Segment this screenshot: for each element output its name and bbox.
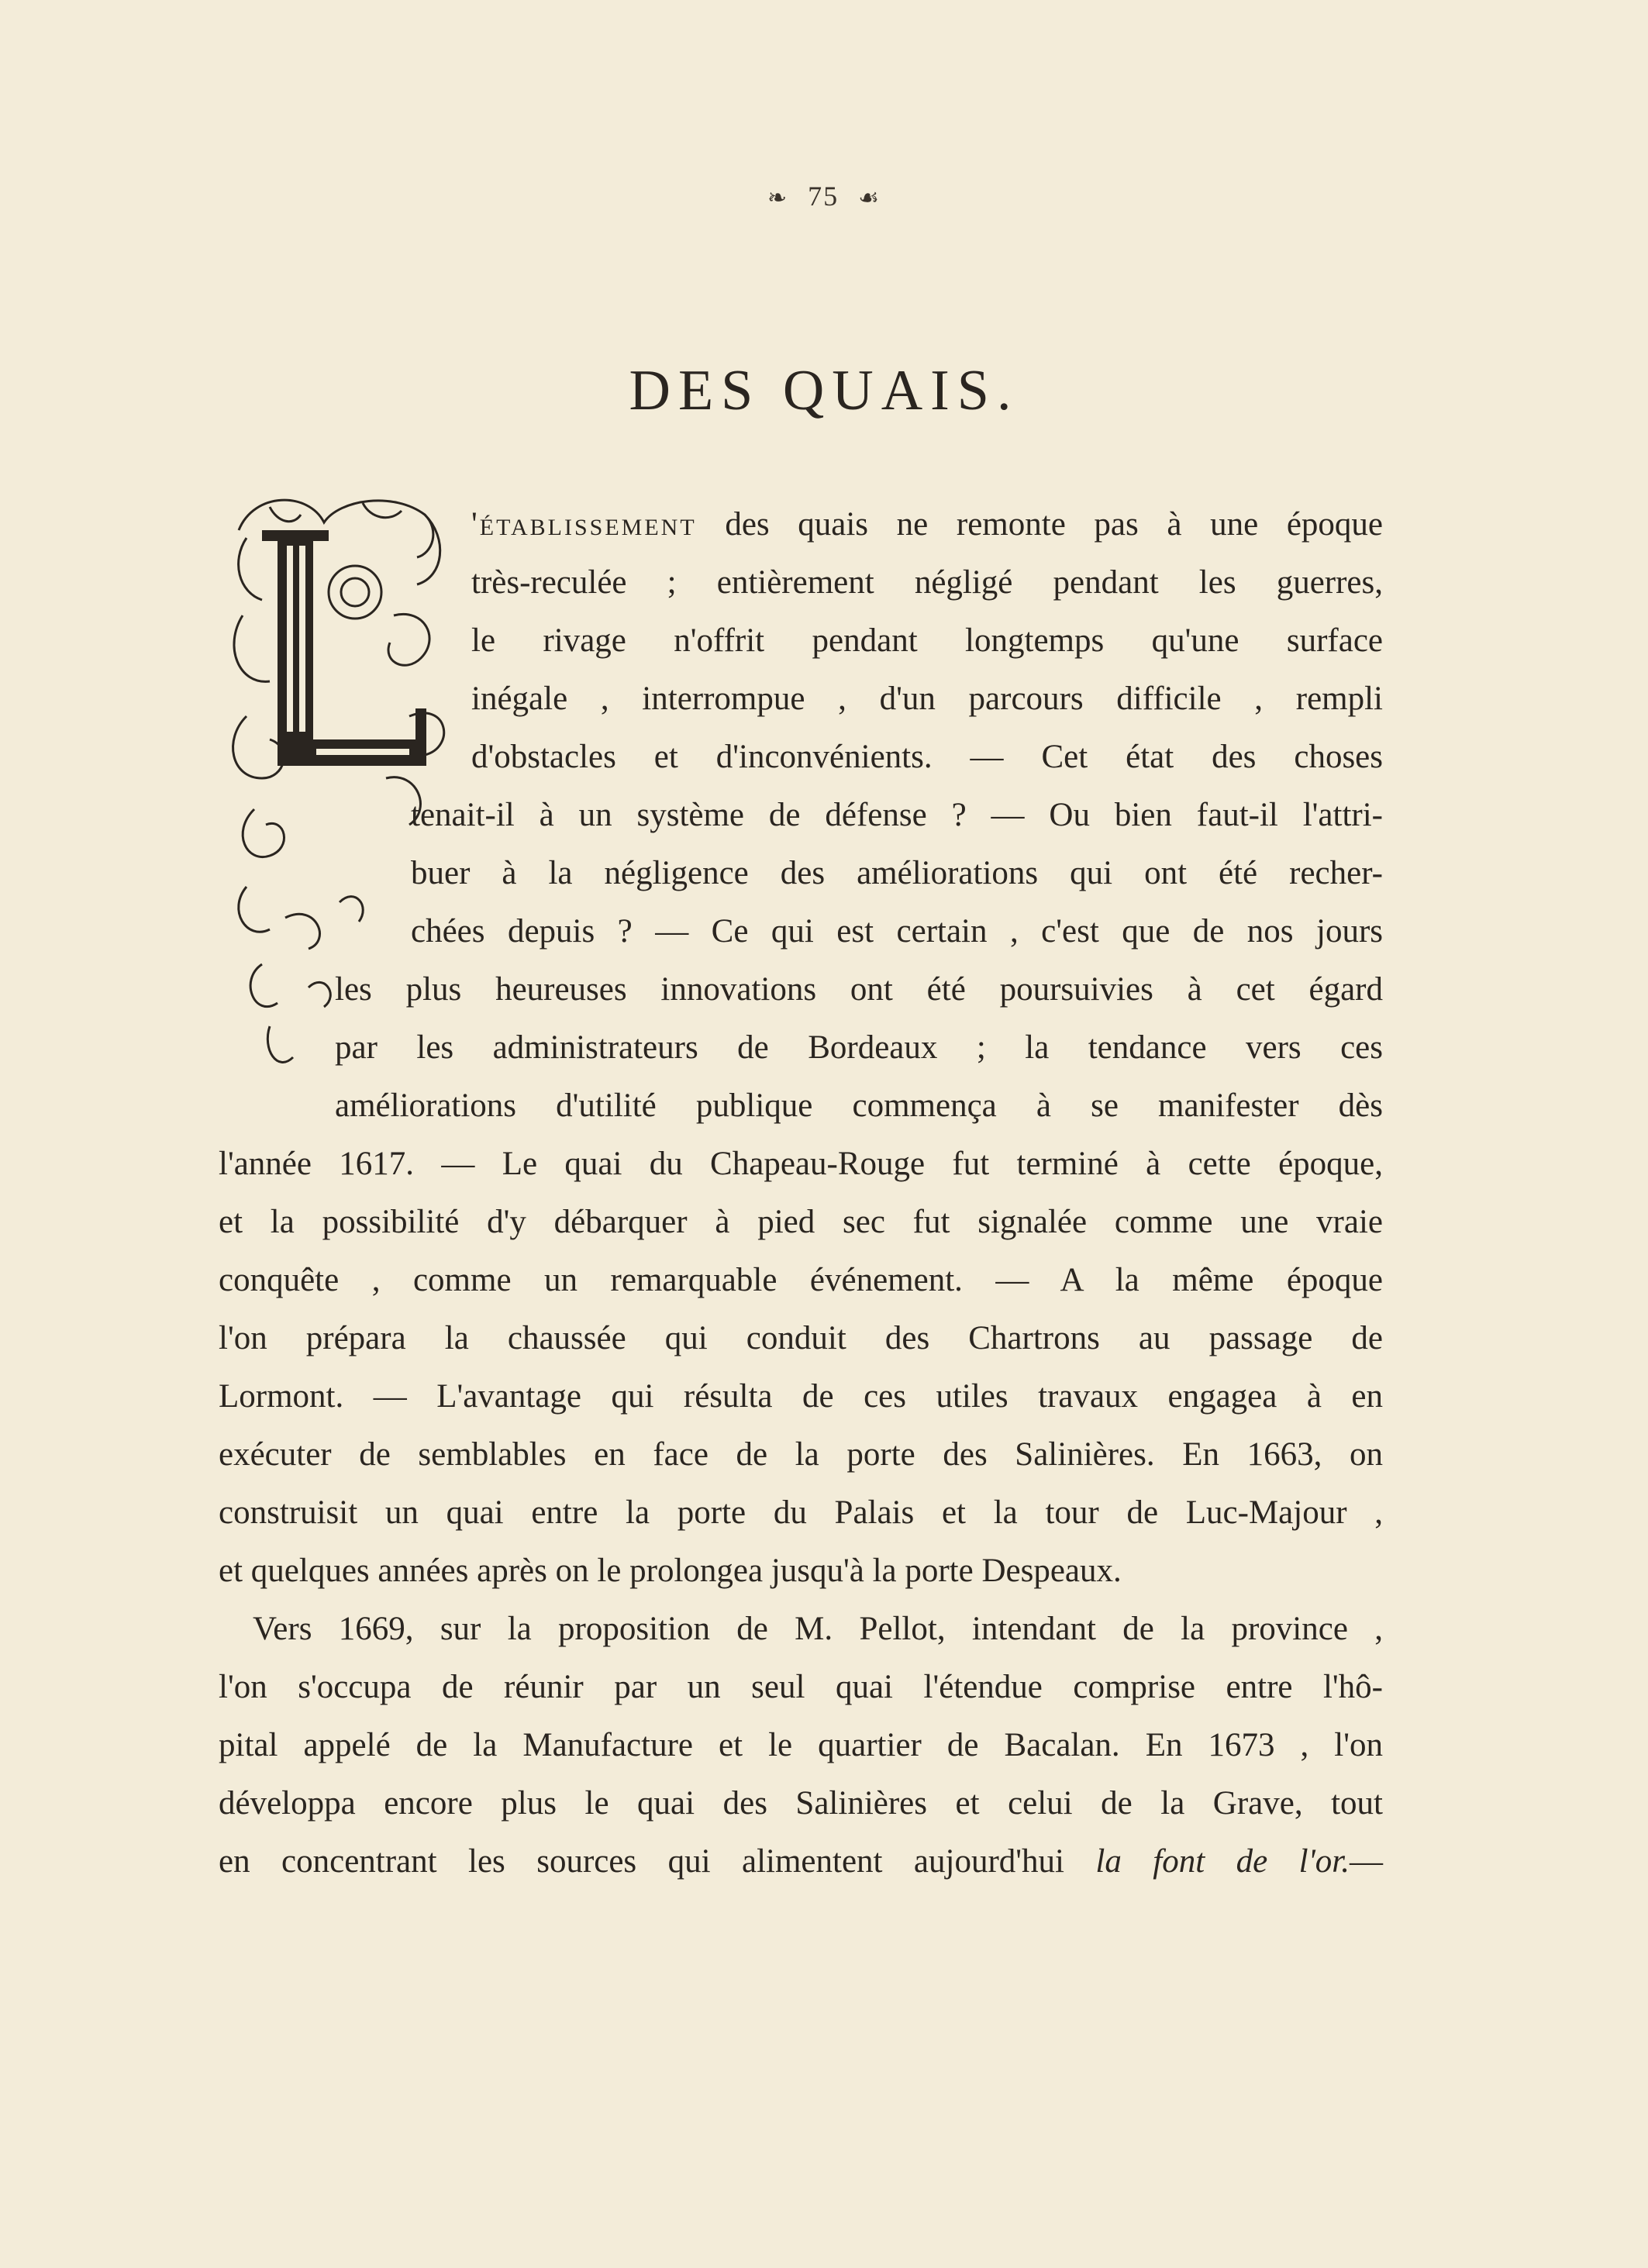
text-line-6: tenait-il à un système de défense ? — Ou bien faut-il l'attri- xyxy=(411,797,1383,833)
text-line-12: l'année 1617. — Le quai du Chapeau-Rouge fut terminé à cette époque, xyxy=(219,1146,1383,1182)
page-number-value: 75 xyxy=(808,181,840,212)
text-line-5: d'obstacles et d'inconvénients. — Cet état des choses xyxy=(471,739,1383,775)
text-line-7: buer à la négligence des améliorations qui ont été recher- xyxy=(411,855,1383,891)
text-line-23: développa encore plus le quai des Salinières et celui de la Grave, tout xyxy=(219,1785,1383,1822)
text-line-13: et la possibilité d'y débarquer à pied sec fut signalée comme une vraie xyxy=(219,1204,1383,1240)
text-line-1 xyxy=(471,508,1383,541)
italic-place-name: la font de l'or. xyxy=(1095,1843,1350,1880)
chapter-title: DES QUAIS. xyxy=(629,359,1019,422)
text-line-1-rest: des quais ne remonte pas à une époque xyxy=(725,506,1383,543)
text-line-19: et quelques années après on le prolongea jusqu'à la porte Despeaux. xyxy=(219,1553,1122,1589)
text-line-24 xyxy=(219,1845,1383,1878)
text-line-14: conquête , comme un remarquable événement. — A la même époque xyxy=(219,1262,1383,1298)
text-line-4: inégale , interrompue , d'un parcours difficile , rempli xyxy=(471,681,1383,717)
left-ornament: ❧ xyxy=(767,185,789,211)
text-line-8: chées depuis ? — Ce qui est certain , c'est que de nos jours xyxy=(411,913,1383,950)
smallcaps-opening: 'établissement xyxy=(471,506,697,543)
text-line-3: le rivage n'offrit pendant longtemps qu'une surface xyxy=(471,622,1383,659)
text-line-21: l'on s'occupa de réunir par un seul quai l'étendue comprise entre l'hô- xyxy=(219,1669,1383,1705)
last-line-dash: — xyxy=(1350,1843,1383,1880)
text-line-17: exécuter de semblables en face de la porte des Salinières. En 1663, on xyxy=(219,1436,1383,1473)
text-line-20: Vers 1669, sur la proposition de M. Pellot, intendant de la province , xyxy=(253,1611,1383,1647)
text-line-2: très-reculée ; entièrement négligé pendant les guerres, xyxy=(471,564,1383,601)
text-line-16: Lormont. — L'avantage qui résulta de ces utiles travaux engagea à en xyxy=(219,1378,1383,1415)
text-line-18: construisit un quai entre la porte du Palais et la tour de Luc-Majour , xyxy=(219,1494,1383,1531)
last-line-start: en concentrant les sources qui alimentent aujourd'hui xyxy=(219,1843,1064,1880)
page-number xyxy=(0,180,1648,212)
text-line-15: l'on prépara la chaussée qui conduit des Chartrons au passage de xyxy=(219,1320,1383,1356)
right-ornament: ☙ xyxy=(858,185,881,211)
text-line-10: par les administrateurs de Bordeaux ; la tendance vers ces xyxy=(335,1029,1383,1066)
text-line-11: améliorations d'utilité publique commença à se manifester dès xyxy=(335,1087,1383,1124)
text-line-9: les plus heureuses innovations ont été poursuivies à cet égard xyxy=(335,971,1383,1008)
text-line-22: pital appelé de la Manufacture et le quartier de Bacalan. En 1673 , l'on xyxy=(219,1727,1383,1763)
